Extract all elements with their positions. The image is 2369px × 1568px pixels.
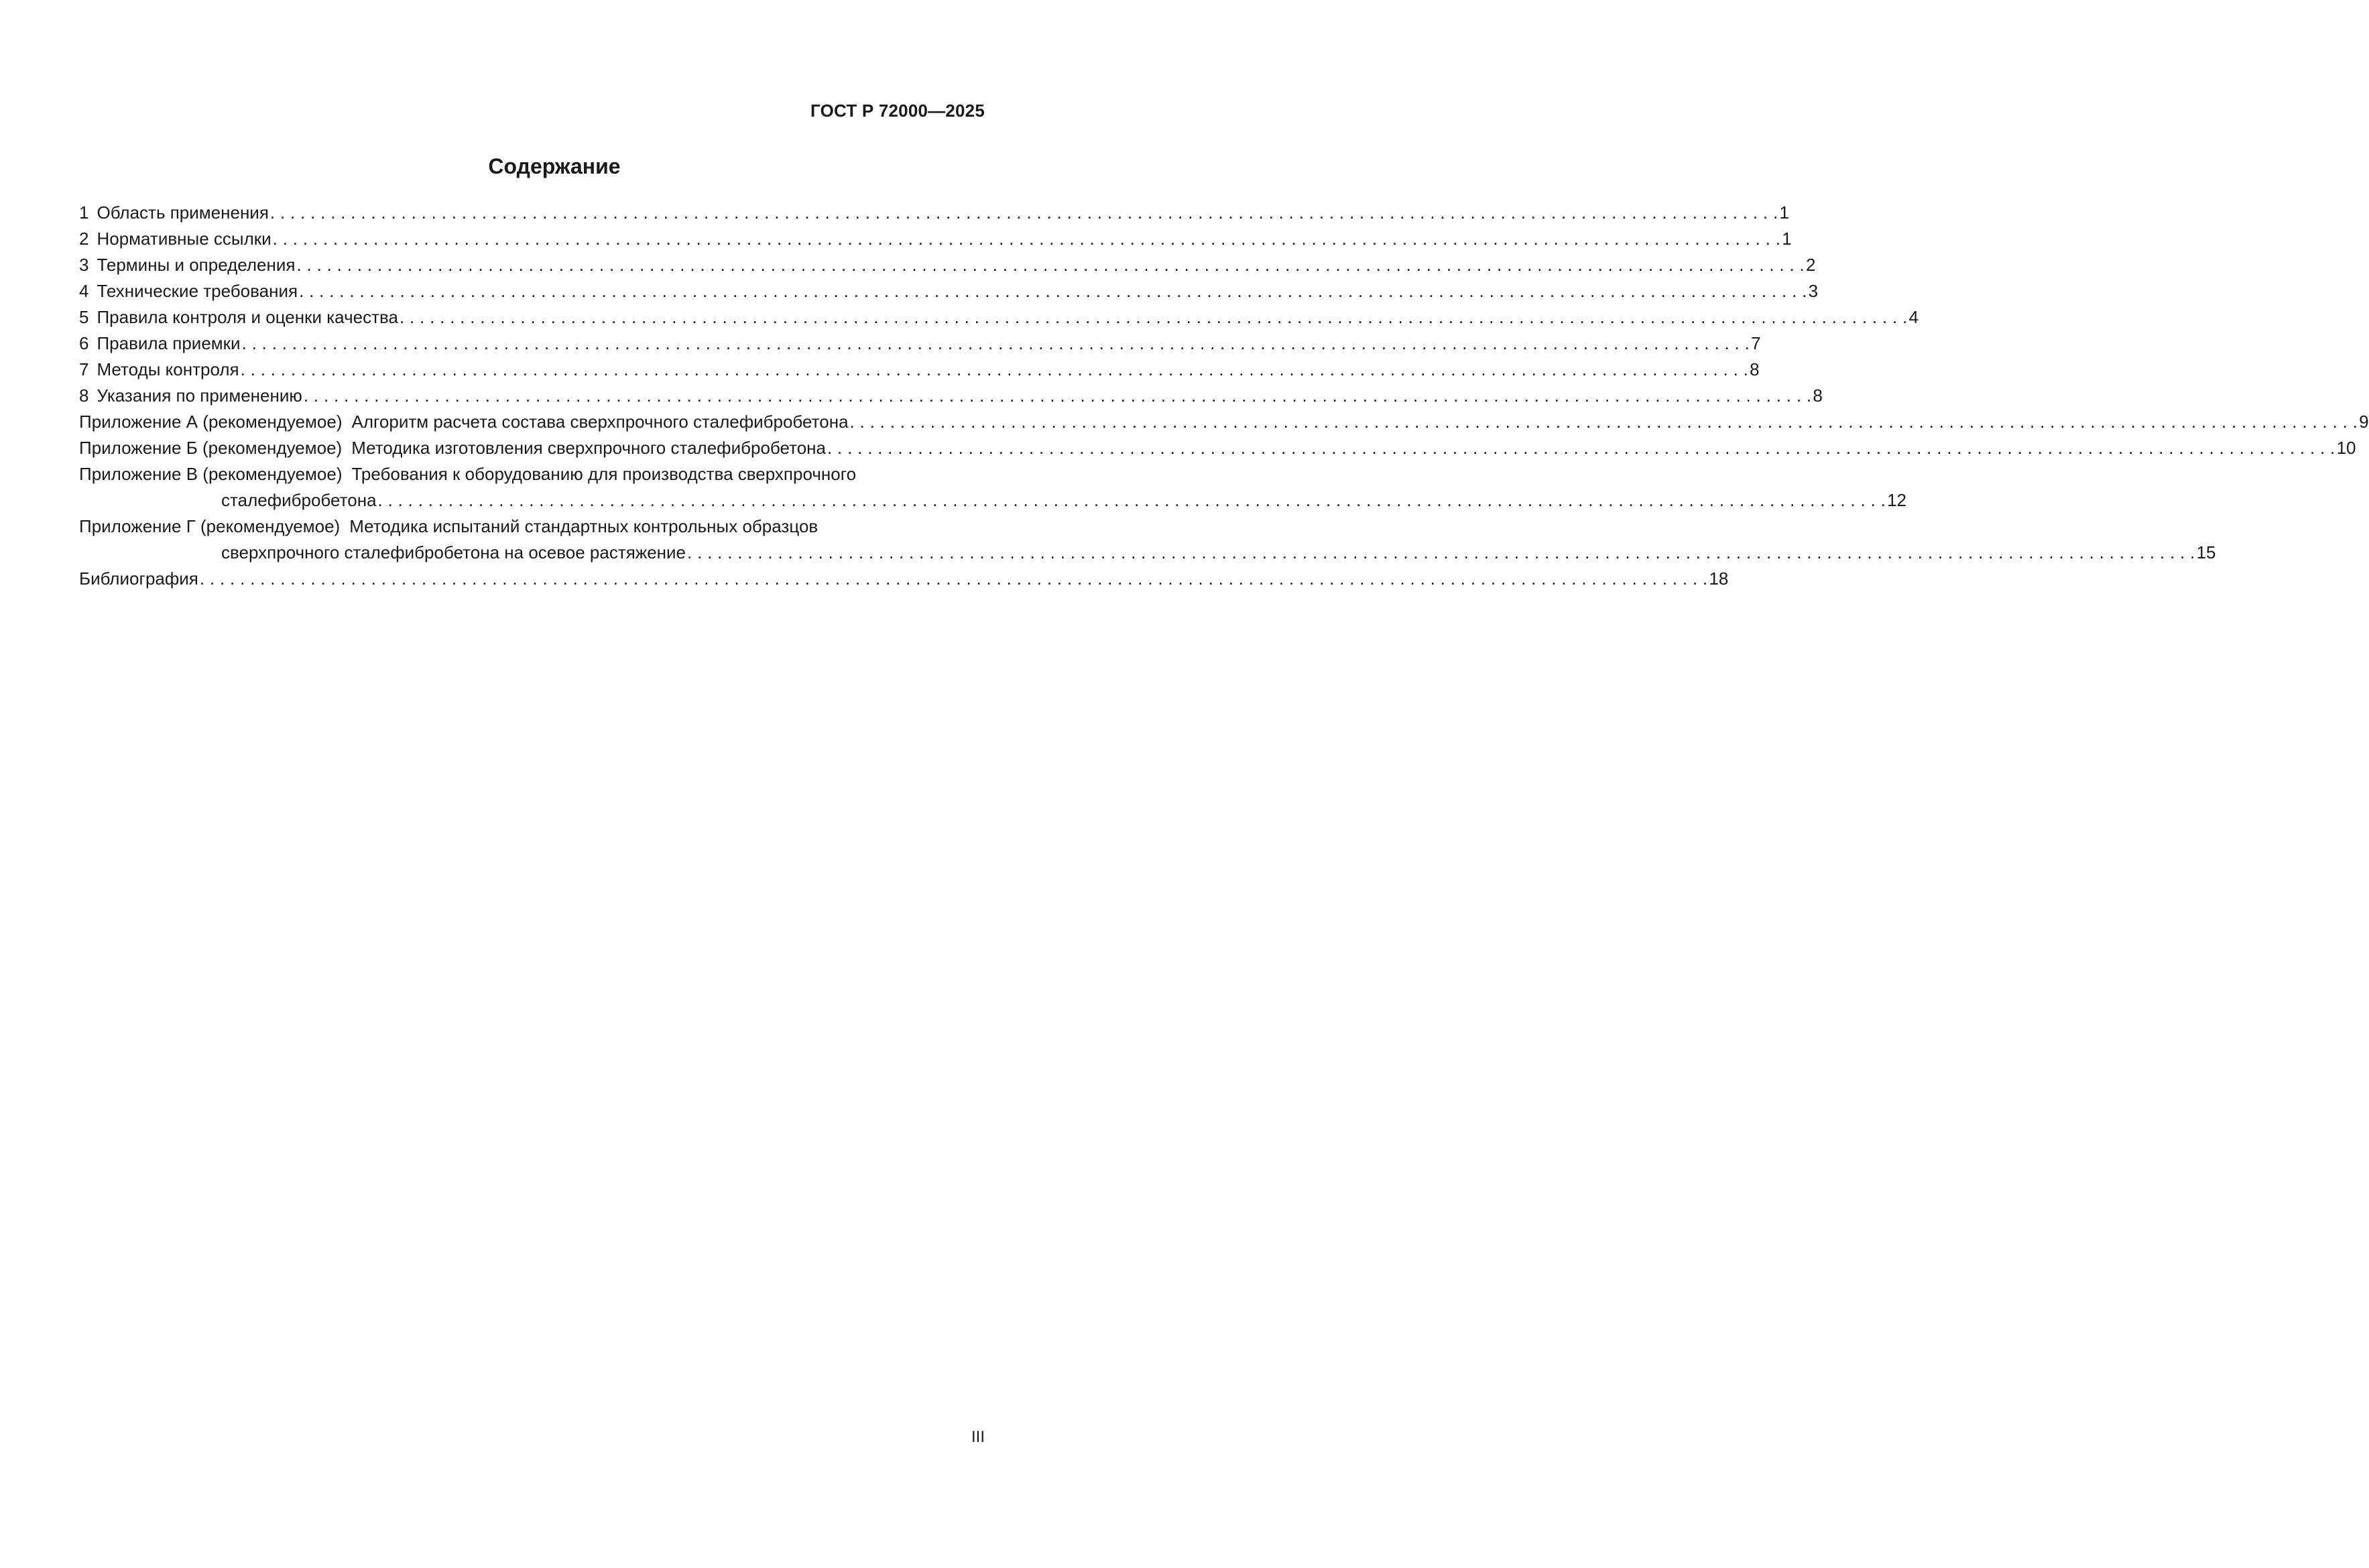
toc-entry-page: 8 xyxy=(1813,385,1823,406)
leader-dots xyxy=(304,383,1812,409)
toc-entry-page: 2 xyxy=(1806,255,1816,275)
toc-entry-number: 4 xyxy=(79,281,89,301)
toc-entry-title: Область применения xyxy=(97,202,269,223)
toc-title: Содержание xyxy=(488,154,621,178)
appendix-prefix: Приложение Г (рекомендуемое) xyxy=(79,516,341,536)
table-of-contents xyxy=(79,200,2369,592)
toc-bibliography-entry[interactable] xyxy=(79,566,1729,592)
toc-entry-number: 8 xyxy=(79,385,89,406)
appendix-title-line1: Требования к оборудованию для производства сверхпрочного xyxy=(351,464,857,484)
appendix-prefix: Приложение В (рекомендуемое) xyxy=(79,464,343,484)
toc-entry-number: 5 xyxy=(79,307,89,327)
document-code: ГОСТ Р 72000—2025 xyxy=(810,101,985,121)
toc-entry-number: 3 xyxy=(79,255,89,275)
toc-entry-page: 4 xyxy=(1908,307,1919,327)
toc-entry-title: Правила приемки xyxy=(97,333,241,353)
toc-entry-title: Методы контроля xyxy=(97,359,239,379)
toc-entry-page: 3 xyxy=(1808,281,1819,301)
toc-entry[interactable] xyxy=(79,252,1816,278)
toc-appendix-continuation[interactable] xyxy=(79,487,1907,514)
toc-entry-title: Правила контроля и оценки качества xyxy=(97,307,398,327)
toc-appendix-entry[interactable] xyxy=(79,409,2369,435)
toc-entry-title: Нормативные ссылки xyxy=(97,229,271,249)
toc-appendix-entry[interactable] xyxy=(79,435,2356,461)
toc-entry[interactable] xyxy=(79,383,1823,409)
appendix-title-line2: сверхпрочного сталефибробетона на осевое растяжение xyxy=(221,542,686,562)
leader-dots xyxy=(241,357,1749,383)
leader-dots xyxy=(687,540,2195,566)
toc-entry-number: 2 xyxy=(79,229,89,249)
toc-entry-page: 8 xyxy=(1750,359,1760,379)
toc-entry[interactable] xyxy=(79,278,1819,304)
toc-entry-page: 1 xyxy=(1779,202,1789,223)
toc-entry-title: Технические требования xyxy=(97,281,298,301)
leader-dots xyxy=(850,409,2358,435)
toc-entry[interactable] xyxy=(79,357,1760,383)
toc-entry-page: 7 xyxy=(1751,333,1761,353)
toc-entry-number: 1 xyxy=(79,202,89,223)
leader-dots xyxy=(299,278,1807,304)
toc-appendix-entry[interactable] xyxy=(79,514,985,540)
toc-appendix-entry[interactable] xyxy=(79,461,985,487)
appendix-title: Алгоритм расчета состава сверхпрочного сталефибробетона xyxy=(351,412,849,432)
toc-entry-page: 18 xyxy=(1709,568,1729,589)
leader-dots xyxy=(242,330,1750,357)
leader-dots xyxy=(296,252,1805,278)
appendix-title-line1: Методика испытаний стандартных контрольных образцов xyxy=(349,516,818,536)
toc-entry-title: Указания по применению xyxy=(97,385,302,406)
toc-entry-number: 7 xyxy=(79,359,89,379)
appendix-title-line2: сталефибробетона xyxy=(221,490,377,510)
toc-entry-page: 15 xyxy=(2196,542,2216,562)
leader-dots xyxy=(200,566,1708,592)
toc-entry-page: 12 xyxy=(1887,490,1907,510)
toc-entry-number: 6 xyxy=(79,333,89,353)
leader-dots xyxy=(400,304,1908,330)
toc-entry[interactable] xyxy=(79,200,1789,226)
leader-dots xyxy=(827,435,2335,461)
appendix-prefix: Приложение А (рекомендуемое) xyxy=(79,412,343,432)
toc-appendix-continuation[interactable] xyxy=(79,540,2216,566)
page-number: III xyxy=(971,1428,985,1446)
toc-entry-page: 10 xyxy=(2336,438,2356,458)
toc-entry[interactable] xyxy=(79,330,1761,357)
toc-entry-page: 1 xyxy=(1782,229,1792,249)
appendix-prefix: Приложение Б (рекомендуемое) xyxy=(79,438,343,458)
toc-entry-title: Термины и определения xyxy=(97,255,296,275)
toc-entry-page: 9 xyxy=(2359,412,2369,432)
leader-dots xyxy=(270,200,1778,226)
leader-dots xyxy=(273,226,1781,252)
toc-entry[interactable] xyxy=(79,304,1919,330)
toc-entry-title: Библиография xyxy=(79,568,198,589)
leader-dots xyxy=(378,487,1886,514)
appendix-title: Методика изготовления сверхпрочного сталефибробетона xyxy=(351,438,826,458)
toc-entry[interactable] xyxy=(79,226,1792,252)
